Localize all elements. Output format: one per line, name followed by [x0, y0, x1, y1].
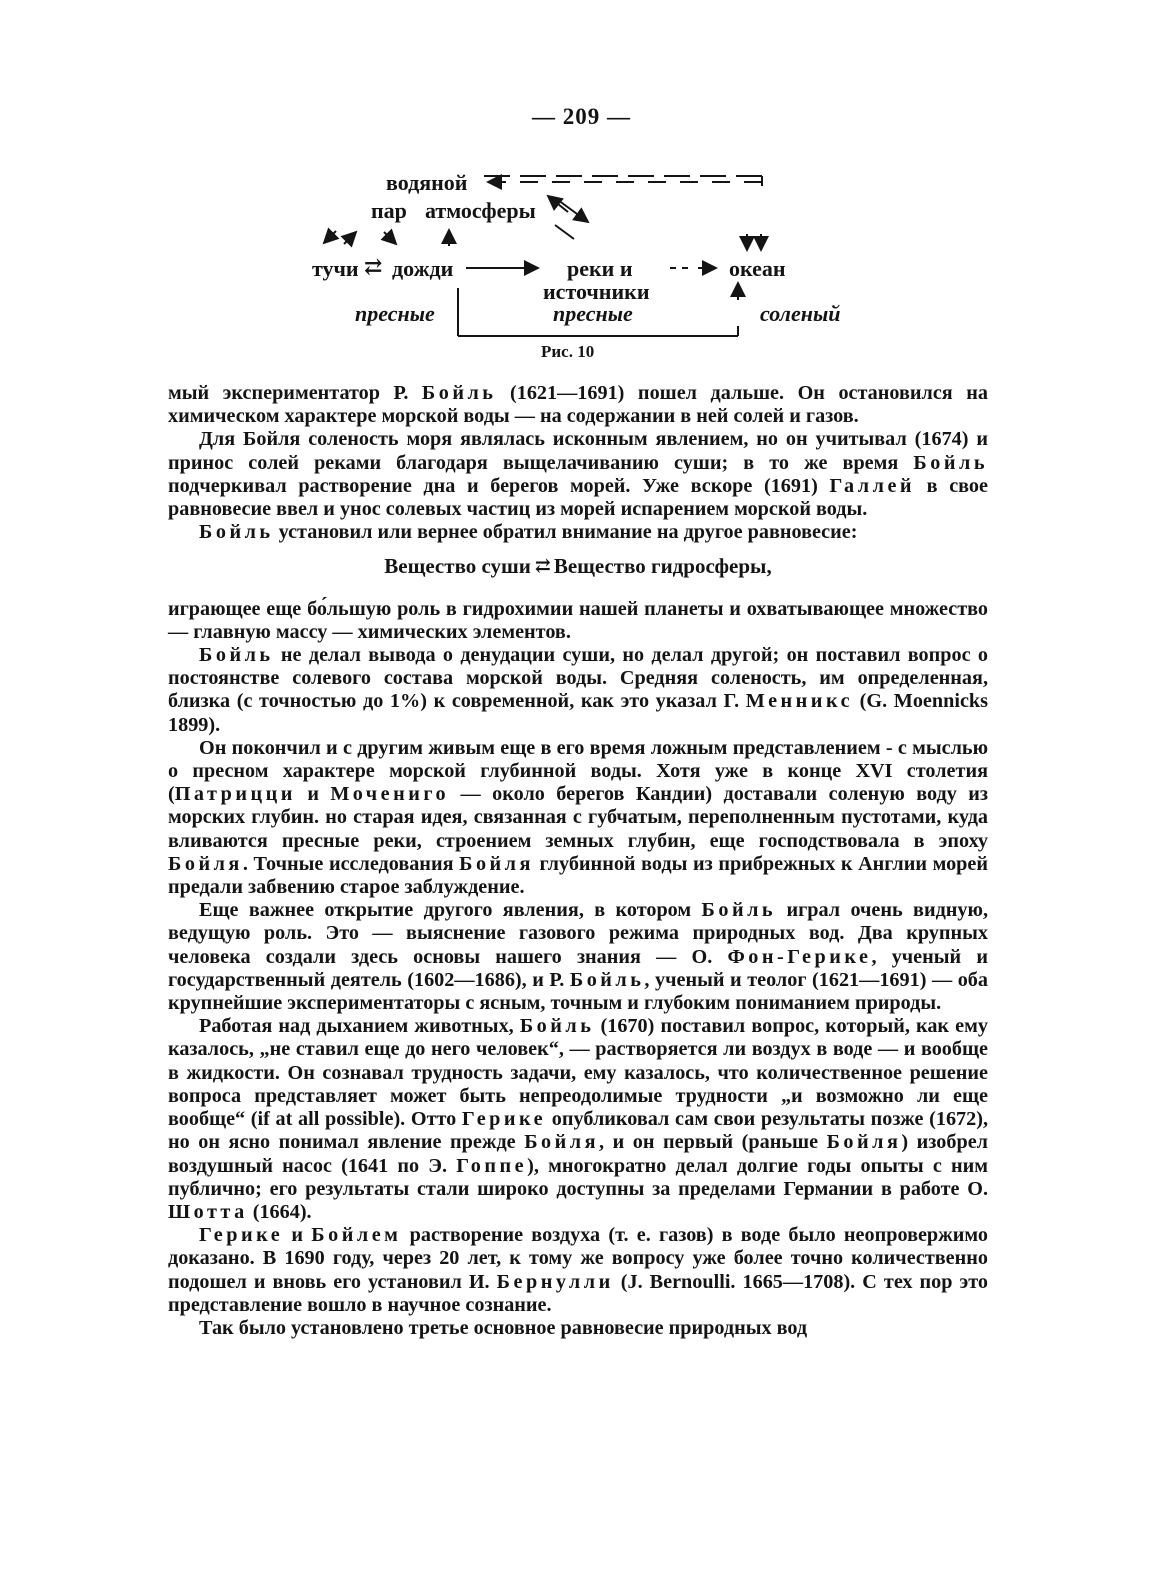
- label-okean: океан: [729, 256, 786, 281]
- paragraph-1: мый экспериментатор Р. Бойль (1621—1691) пошел дальше. Он остановился на химическом характере морской воды — на содержании в ней солей и газов.: [168, 382, 988, 428]
- label-soleny: соленый: [760, 301, 841, 326]
- label-istochniki: источники: [543, 279, 650, 304]
- paragraph-5: Бойль не делал вывода о денудации суши, но делал другой; он поставил вопрос о постоянстве солевого состава морской воды. Средняя соленость, им определенная, близка (с точностью до 1%) к современной, как это указал Г. Менникс (G. Moennicks 1899).: [168, 644, 988, 736]
- label-reki: реки и: [567, 256, 633, 281]
- page-number: — 209 —: [532, 104, 631, 129]
- paragraph-10: Так было установлено третье основное равновесие природных вод: [199, 1316, 808, 1339]
- paragraph-3: Бойль установил или вернее обратил внимание на другое равновесие:: [199, 521, 858, 544]
- label-atmosfery: атмосферы: [425, 198, 536, 223]
- arrow-sw: [324, 231, 336, 243]
- label-dozhdi: дожди: [392, 256, 454, 281]
- paragraph-9: Герике и Бойлем растворение воздуха (т. е. газов) в воде было неопровержимо доказано. В 1690 году, через 20 лет, к тому же вопросу уже более точно количественно подошел и вновь его установил И. Бернулли (J. Bernoulli. 1665—1708). С тех пор это представление вошло в научное сознание.: [168, 1224, 989, 1316]
- label-presnye-mid: пресные: [553, 301, 633, 326]
- paragraph-2: Для Бойля соленость моря являлась исконным явлением, но он учитывал (1674) и принос солей реками благодаря выщелачиванию суши; в то же время Бойль подчеркивал растворение дна и берегов морей. Уже вскоре (1691) Галлей в свое равновесие ввел и унос солевых частиц из морей испарением морской воды.: [168, 428, 988, 521]
- paragraph-7: Еще важнее открытие другого явления, в котором Бойль играл очень видную, ведущую роль. Это — выяснение газового режима природных вод. Два крупных человека создали здесь основы нашего знания — О. Фон-Герике, ученый и государственный деятель (1602—1686), и Р. Бойль, ученый и теолог (1621—1691) — оба крупнейшие экспериментаторы с ясным, точным и глубоким пониманием природы.: [168, 899, 988, 1015]
- arrow-ne: [344, 232, 356, 244]
- figure-water-cycle-diagram: [0, 0, 1163, 372]
- figure-caption: Рис. 10: [541, 342, 595, 361]
- arrow-se: [384, 232, 396, 244]
- exchange-arrow-icon: ⇄: [534, 556, 548, 578]
- paragraph-8: Работая над дыханием животных, Бойль (1670) поставил вопрос, который, как ему казалось, „не ставил еще до него человек“, — растворяется ли воздух в воде — и вообще в жидкости. Он сознавал трудность задачи, ему казалось, что количественное решение вопроса представляет может быть непреодолимые трудности „и возможно ли еще вообще“ (if at all possible). Отто Герике опубликовал сам свои результаты позже (1672), но он ясно понимал явление прежде Бойля, и он первый (раньше Бойля) изобрел воздушный насос (1641 по Э. Гоппе), многократно делал долгие годы опыты с ним публично; его результаты стали широко доступны за пределами Германии в работе О. Шотта (1664).: [168, 1015, 988, 1223]
- paragraph-6: Он покончил и с другим живым еще в его время ложным представлением - с мыслью о пресном характере морской глубинной воды. Хотя уже в конце XVI столетия (Патрицци и Мочениго — около берегов Кандии) доставали соленую воду из морских глубин. но старая идея, связанная с губчатым, переполненным пустотами, куда вливаются пресные реки, строением земных глубин, еще господствовала в эпоху Бойля. Точные исследования Бойля глубинной воды из прибрежных к Англии морей предали забвению старое заблуждение.: [168, 736, 989, 899]
- arrow-diag-down: [558, 200, 588, 222]
- formula-equilibrium: Вещество суши ⇄ Вещество гидросферы,: [384, 554, 772, 579]
- label-vodyanoy: водяной: [386, 170, 468, 195]
- label-presnye-left: пресные: [355, 301, 435, 326]
- exchange-arrow-icon: ⇄: [364, 254, 383, 279]
- label-par: пар: [371, 198, 407, 223]
- paragraph-4: играющее еще бо́льшую роль в гидрохимии нашей планеты и охватывающее множество — главную массу — химических элементов.: [168, 597, 988, 643]
- body-text: [168, 382, 988, 1340]
- arrow-diag-small: [555, 225, 574, 239]
- label-tuchi: тучи: [312, 256, 359, 281]
